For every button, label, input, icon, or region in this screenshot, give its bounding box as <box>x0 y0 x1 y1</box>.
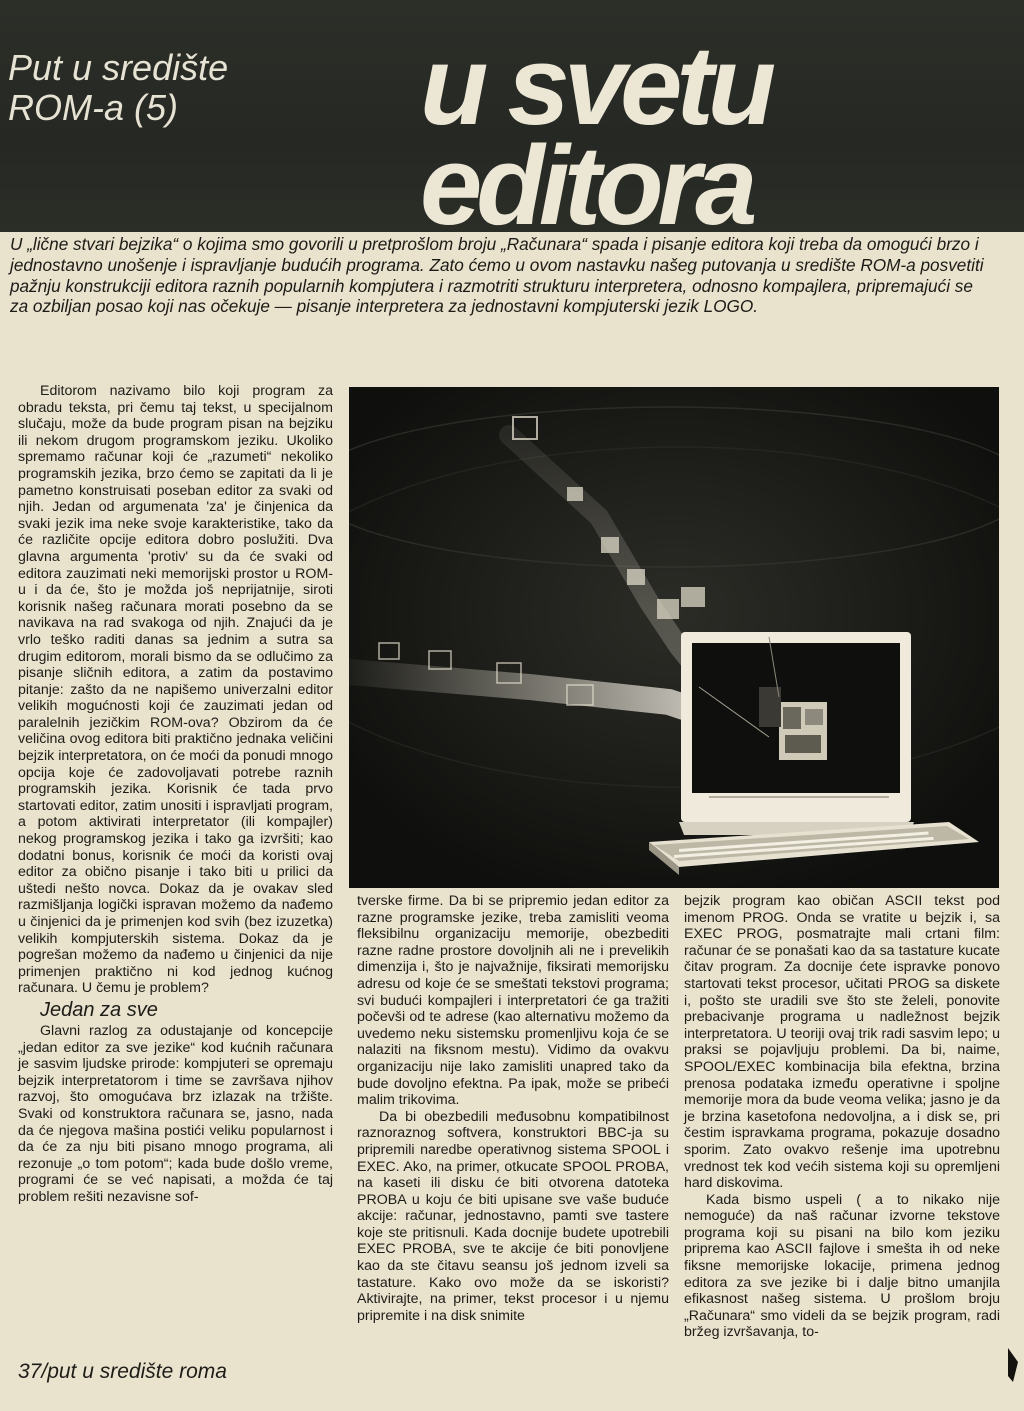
series-line-2: ROM-a (5) <box>8 87 178 128</box>
title-line-2: editora <box>420 123 752 232</box>
series-title <box>8 48 308 128</box>
computer-photo <box>349 387 999 888</box>
article-title <box>420 23 900 232</box>
column-2 <box>357 893 669 1324</box>
computer-illustration <box>349 387 999 888</box>
column-3-paragraph-2: Kada bismo uspeli ( a to nikako nije nemoguće) da naš računar izvorne tekstove programa koji su pisani na bilo kom jeziku priprema kao ASCII fajlove i smešta ih od neke fiksne memorijske lokacije, primena jednog editora za sve jezike bi i dalje bitno umanjila efikasnost našeg sistema. U prošlom broju „Računara“ smo videli da se bejzik program, radi bržeg izvršavanja, to- <box>684 1191 1000 1341</box>
section-subheading: Jedan za sve <box>40 998 158 1021</box>
column-2-paragraph-1: tverske firme. Da bi se pripremio jedan editor za razne programske jezike, treba zamisliti veoma fleksibilnu organizaciju memorije, obezbediti razne radne prostore dovoljnih ali ne i prevelikih dimenzija i, što je najvažnije, fiksirati memorijsku adresu od koje će se smeštati tekstovi programa; svi budući kompajleri i interpretatori će ga tražiti počevši od te adrese (kao alternativu možemo da uvedemo neku sistemsku promenljivu koja će se nalaziti na fiksnom mestu). Vidimo da ovakvu organizaciju nije lako zamisliti unapred tako da bude dovoljno efektna. Pa ipak, može se pribeći malim trikovima. <box>357 893 669 1109</box>
column-3 <box>684 893 1000 1341</box>
header-banner <box>0 0 1024 232</box>
page-footer: 37/put u središte roma <box>18 1360 227 1383</box>
lead-paragraph: U „lične stvari bejzika“ o kojima smo govorili u pretprošlom broju „Računara“ spada i pisanje editora koji treba da omogući brzo i jednostavno unošenje i ispravljanje budućih programa. Zato ćemo u ovom nastavku našeg putovanja u središte ROM-a posvetiti pažnju konstrukciji editora raznih popularnih kompjutera i razmotriti strukturu interpretera, odnosno kompajlera, pripremajući se za ozbiljan posao koji nas očekuje — pisanje interpretera za jednostavni kompjuterski jezik LOGO. <box>10 234 984 317</box>
column-1-paragraph-1: Editorom nazivamo bilo koji program za obradu teksta, pri čemu taj tekst, u specijalnom slučaju, može da bude program pisan na bejziku ili nekom drugom programskom jeziku. Ukoliko spremamo računar koji će „razumeti“ nekoliko programskih jezika, brzo ćemo se zapitati da li je pametno konstruisati poseban editor za svaki od njih. Jedan od argumenata 'za' je činjenica da svaki jezik ima neke svoje karakteristike, tako da će različite opcije editora dobro poslužiti. Dva glavna argumenta 'protiv' su da će svaki od editora zauzimati neki memorijski prostor u ROM-u i da će, što je možda još neprijatnije, siroti korisnik našeg računara morati posebno da se navikava na rad svakoga od njih. Znajući da je vrlo teško raditi danas sa jednim a sutra sa drugim editorom, morali bismo da se odlučimo za pisanje sličnih editora, a zatim da postavimo pitanje: zašto da ne napišemo univerzalni editor velikih mogućnosti koji će zauzimati jedan od paralelnih jezičkim ROM-ova? Obzirom da će veličina ovog editora biti praktično jednaka veličini bejzik interpretatora, on će moći da ponudi mnogo opcija koje će zadovoljavati potrebe raznih programskih jezika. Korisnik će tada prvo startovati editor, zatim unositi i ispravljati program, a potom aktivirati interpretator (ili kompajler) nekog programskog jezika i tako ga izvršiti; kao dodatni bonus, korisnik će moći da koristi ovaj editor za obično pisanje i tako biti u prilici da uštedi nešto novca. Dokaz da je ovakav sled razmišljanja logički ispravan možemo da nađemo u činjenici da je primenjen kod svih (bez izuzetka) velikih kompjuterskih sistema. Dokaz da je pogrešan možemo da nađemo u činjenici da nije primenjen praktično ni kod jednog kućnog računara. U čemu je problem? <box>18 383 333 997</box>
column-1 <box>18 383 333 1206</box>
title-line-1: u svetu <box>420 23 771 148</box>
series-line-1: Put u središte <box>8 47 229 88</box>
column-3-paragraph-1: bejzik program kao običan ASCII tekst pod imenom PROG. Onda se vratite u bejzik i, sa EXEC PROG, posmatrajte mali crtani film: računar će se ponašati kao da sa tastature kucate čitav program. Za docnije ćete ispravke ponovo startovati tekst procesor, učitati PROG sa diskete i, pošto ste uradili sve što ste želeli, ponovite prebacivanje programa u nadležnost bejzik interpretatora. U teoriji ovaj trik radi sasvim lepo; u praksi se pojavljuju problemi. Da bi, naime, SPOOL/EXEC kombinacija bila efektna, brzina prenosa podataka između operativne i spoljne memorije mora da bude veoma velika; jasno je da je brzina kasetofona nedovoljna, a i disk se, pri čestim ispravkama programa, pokazuje dosadno sporim. Zato ovakvo rešenje ima upotrebnu vrednost tek kod većih sistema koji su opremljeni hard diskovima. <box>684 893 1000 1192</box>
column-2-paragraph-2: Da bi obezbedili međusobnu kompatibilnost raznoraznog softvera, konstruktori BBC-ja su pripremili naredbe operativnog sistema SPOOL i EXEC. Ako, na primer, otkucate SPOOL PROBA, na kaseti ili disku će biti otvorena datoteka PROBA u koju će biti upisane sve vaše buduće akcije: računar, jednostavno, pamti sve tastere koje ste pritisnuli. Kada docnije budete upotrebili EXEC PROBA, sve te akcije će biti ponovljene kao da ste čitavu seansu još jednom izveli sa tastature. Kako ovo može da se iskoristi? Aktivirajte, na primer, tekst procesor i u njemu pripremite i na disk snimite <box>357 1108 669 1324</box>
continue-arrow-icon <box>1006 1346 1020 1384</box>
column-1-paragraph-2: Glavni razlog za odustajanje od koncepcije „jedan editor za sve jezike“ kod kućnih računara je sasvim ljudske prirode: kompjuteri se opremaju bejzik interpretatorom i time se završava njihov razvoj, što omogućava brz izlazak na tržište. Svaki od konstruktora računara se, jasno, nada da će njegova mašina postići veliku popularnost i da će za nju biti pisano mnogo programa, ali rezonuje „o tom potom“; kada bude došlo vreme, programi će se već napisati, a možda će taj problem rešiti nezavisne sof- <box>18 1022 333 1205</box>
